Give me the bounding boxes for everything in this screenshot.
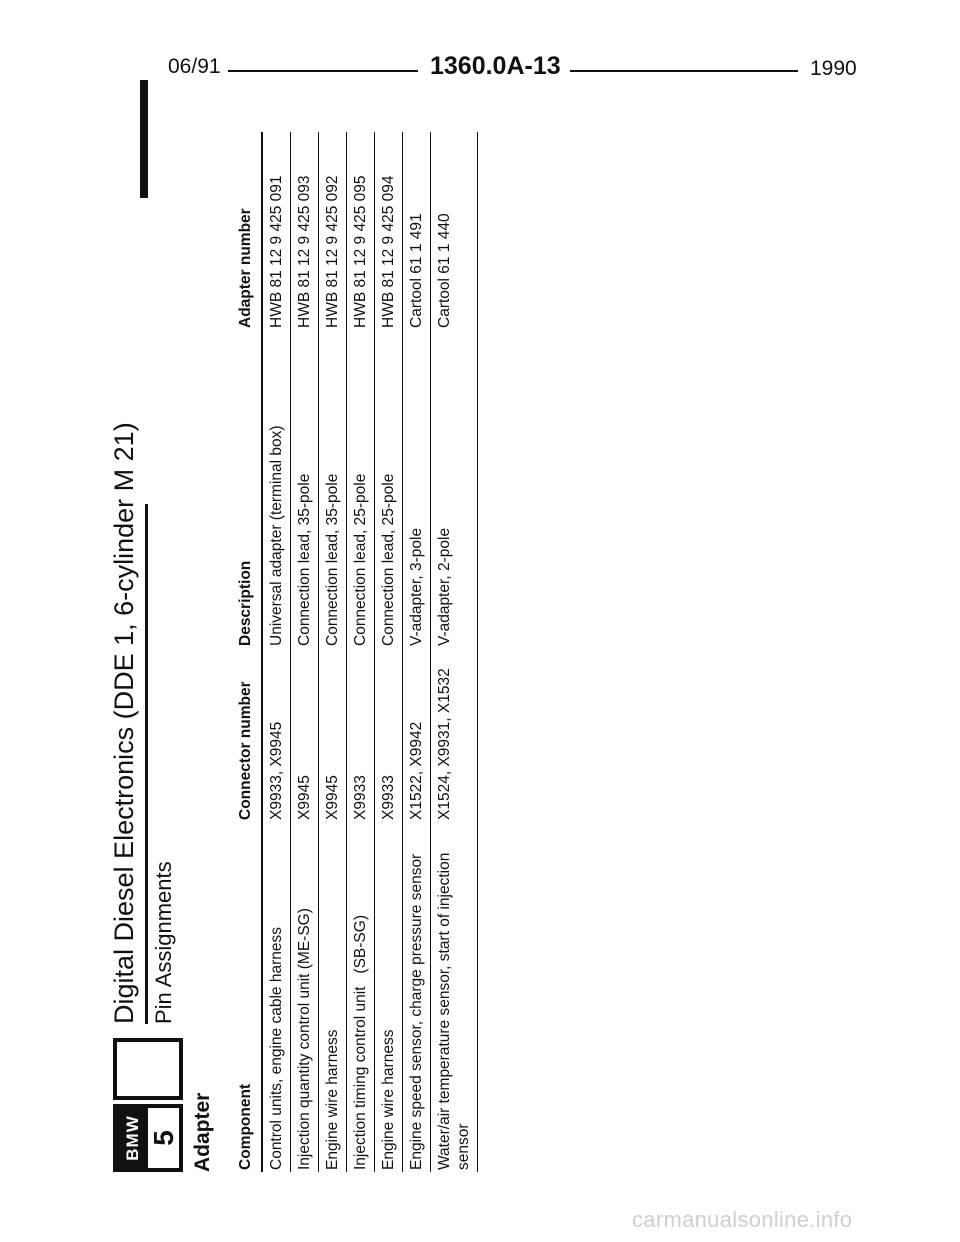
table-row [347, 132, 375, 1172]
header-rule-left [228, 70, 418, 72]
table-row [319, 132, 347, 1172]
cell-connector: X9933 [375, 648, 403, 822]
adapter-table [233, 132, 478, 1172]
cell-adapter: HWB 81 12 9 425 092 [319, 132, 347, 330]
table-row [291, 132, 319, 1172]
table-row [431, 132, 478, 1172]
table-row [262, 132, 291, 1172]
rotated-content [95, 112, 475, 1172]
cell-component: Control units, engine cable harness [262, 822, 291, 1172]
header-connector-number: Connector number [233, 648, 262, 822]
cell-description: Connection lead, 25-pole [375, 330, 403, 648]
table-header-row [233, 132, 262, 1172]
header-date: 06/91 [168, 55, 221, 78]
cell-connector: X9945 [291, 648, 319, 822]
logo-empty-box [113, 1038, 183, 1100]
cell-connector: X1524, X9931, X1532 [431, 648, 478, 822]
page-subtitle: Pin Assignments [151, 861, 176, 1024]
logo-series: 5 [148, 1130, 179, 1146]
cell-connector: X9933, X9945 [262, 648, 291, 822]
cell-description: Universal adapter (terminal box) [262, 330, 291, 648]
cell-adapter: Cartool 61 1 491 [403, 132, 431, 330]
header-description: Description [233, 330, 262, 648]
cell-description: Connection lead, 35-pole [319, 330, 347, 648]
cell-component: Injection quantity control unit (ME-SG) [291, 822, 319, 1172]
cell-adapter: Cartool 61 1 440 [431, 132, 478, 330]
header-year: 1990 [810, 57, 857, 80]
table-row [403, 132, 431, 1172]
title-rule [145, 504, 148, 1024]
cell-adapter: HWB 81 12 9 425 093 [291, 132, 319, 330]
cell-connector: X9945 [319, 648, 347, 822]
cell-adapter: HWB 81 12 9 425 095 [347, 132, 375, 330]
cell-description: V-adapter, 2-pole [431, 330, 478, 648]
cell-component: Engine wire harness [319, 822, 347, 1172]
header-component: Component [233, 822, 262, 1172]
cell-adapter: HWB 81 12 9 425 091 [262, 132, 291, 330]
header-doc-code: 1360.0A-13 [430, 52, 561, 80]
bmw-logo [113, 1104, 183, 1172]
cell-component: Engine speed sensor, charge pressure sensor [403, 822, 431, 1172]
cell-component: Water/air temperature sensor, start of injection sensor [431, 822, 478, 1172]
logo-brand: BMW [117, 1108, 148, 1168]
header-adapter-number: Adapter number [233, 132, 262, 330]
page-title: Digital Diesel Electronics (DDE 1, 6-cylinder M 21) [109, 422, 139, 1024]
cell-description: Connection lead, 25-pole [347, 330, 375, 648]
section-title: Adapter [191, 1092, 214, 1172]
cell-description: V-adapter, 3-pole [403, 330, 431, 648]
table-row [375, 132, 403, 1172]
cell-description: Connection lead, 35-pole [291, 330, 319, 648]
watermark-text: carmanualsonline.info [632, 1207, 853, 1232]
cell-connector: X1522, X9942 [403, 648, 431, 822]
cell-adapter: HWB 81 12 9 425 094 [375, 132, 403, 330]
cell-component: Engine wire harness [375, 822, 403, 1172]
cell-component: Injection timing control unit (SB-SG) [347, 822, 375, 1172]
header-rule-right [570, 70, 798, 72]
cell-connector: X9933 [347, 648, 375, 822]
